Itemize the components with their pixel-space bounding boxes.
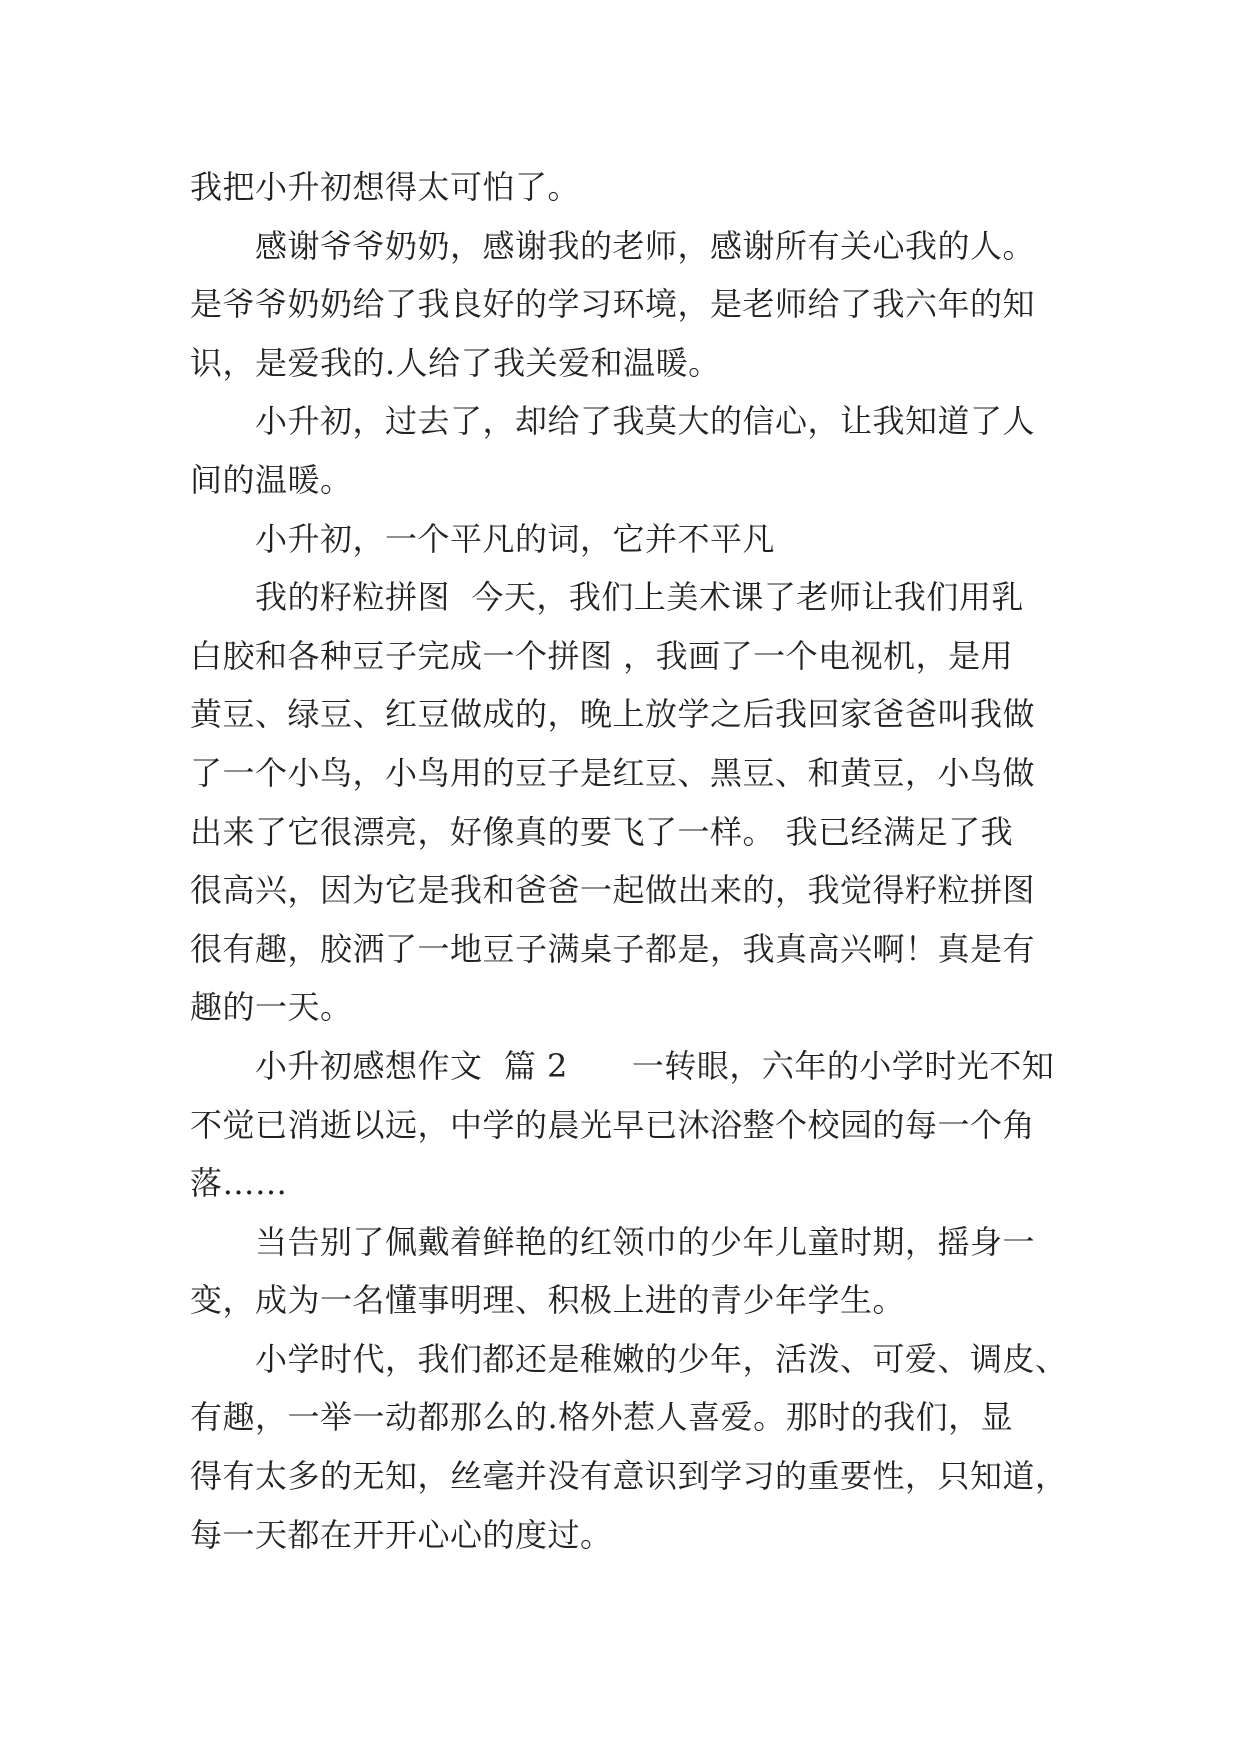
text-line: 趣的一天。: [190, 988, 353, 1027]
text-line: 很有趣，胶洒了一地豆子满桌子都是，我真高兴啊！真是有: [190, 929, 1036, 968]
text-line: 是爷爷奶奶给了我良好的学习环境，是老师给了我六年的知: [190, 285, 1036, 324]
text-line: 得有太多的无知，丝毫并没有意识到学习的重要性，只知道，: [190, 1457, 1068, 1496]
text-line: 出来了它很漂亮，好像真的要飞了一样。 我已经满足了我: [190, 812, 1014, 851]
text-line: 间的温暖。: [190, 460, 353, 499]
text-line: 小升初，过去了，却给了我莫大的信心，让我知道了人: [255, 402, 1036, 441]
text-line: 我把小升初想得太可怕了。: [190, 168, 581, 206]
text-line: 了一个小鸟，小鸟用的豆子是红豆、黑豆、和黄豆，小鸟做: [190, 753, 1036, 792]
text-line: 黄豆、绿豆、红豆做成的，晚上放学之后我回家爸爸叫我做: [190, 695, 1036, 734]
text-line: 识，是爱我的.人给了我关爱和温暖。: [190, 343, 721, 382]
text-line: 每一天都在开开心心的度过。: [190, 1515, 613, 1554]
text-line: 白胶和各种豆子完成一个拼图 ，我画了一个电视机，是用: [190, 636, 1014, 675]
text-line: 不觉已消逝以远，中学的晨光早已沐浴整个校园的每一个角: [190, 1105, 1036, 1144]
text-line: 小升初感想作文 篇 2 一转眼，六年的小学时光不知: [255, 1046, 1055, 1085]
text-line: 小学时代，我们都还是稚嫩的少年，活泼、可爱、调皮、: [255, 1339, 1068, 1378]
text-line: 很高兴，因为它是我和爸爸一起做出来的，我觉得籽粒拼图: [190, 871, 1036, 910]
text-line: 落……: [190, 1164, 288, 1203]
text-line: 感谢爷爷奶奶，感谢我的老师，感谢所有关心我的人。: [255, 226, 1036, 265]
document-body: [190, 158, 1070, 1564]
text-line: 小升初，一个平凡的词，它并不平凡: [255, 519, 776, 558]
text-line: 当告别了佩戴着鲜艳的红领巾的少年儿童时期，摇身一: [255, 1222, 1036, 1261]
text-line: 变，成为一名懂事明理、积极上进的青少年学生。: [190, 1281, 906, 1320]
text-line: 我的籽粒拼图 今天，我们上美术课了老师让我们用乳: [255, 578, 1024, 617]
text-line: 有趣，一举一动都那么的.格外惹人喜爱。那时的我们，显: [190, 1398, 1014, 1437]
